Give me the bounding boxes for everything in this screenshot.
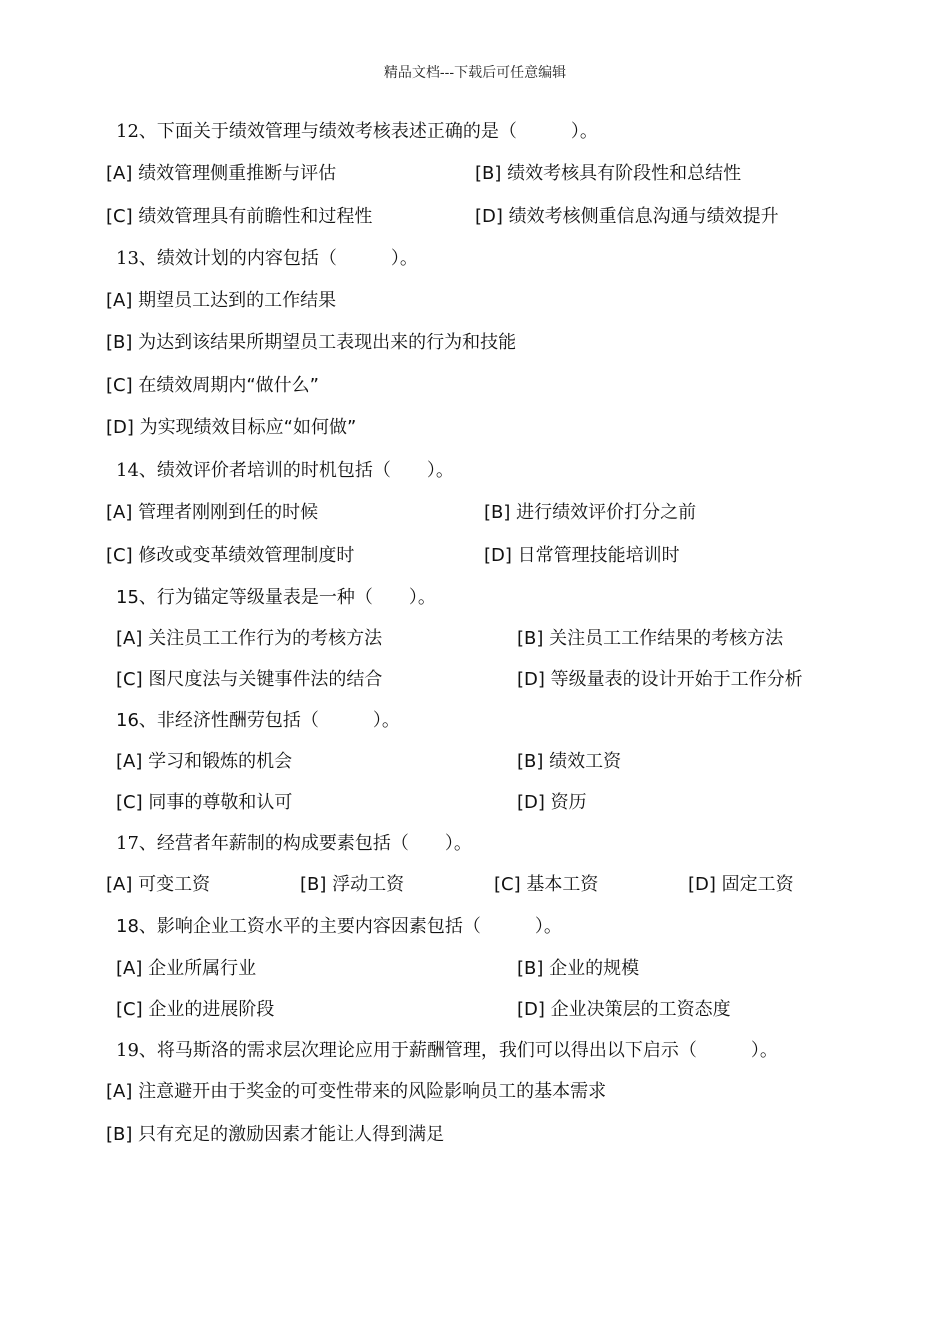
option-14d: [D] 日常管理技能培训时 bbox=[484, 545, 680, 566]
option-17a: [A] 可变工资 bbox=[106, 874, 211, 895]
option-13c: [C] 在绩效周期内“做什么” bbox=[106, 375, 319, 396]
question-text: 绩效评价者培训的时机包括（ ）。 bbox=[156, 460, 454, 481]
question-text: 绩效计划的内容包括（ ）。 bbox=[156, 248, 418, 269]
question-13 bbox=[116, 248, 418, 270]
question-number: 12、 bbox=[116, 121, 157, 142]
question-text: 影响企业工资水平的主要内容因素包括（ ）。 bbox=[156, 916, 562, 937]
question-text: 下面关于绩效管理与绩效考核表述正确的是（ ）。 bbox=[156, 121, 598, 142]
option-18b: [B] 企业的规模 bbox=[517, 958, 640, 979]
option-19a: [A] 注意避开由于奖金的可变性带来的风险影响员工的基本需求 bbox=[106, 1081, 607, 1102]
option-16b: [B] 绩效工资 bbox=[517, 751, 622, 772]
question-number: 17、 bbox=[116, 833, 157, 854]
question-text: 非经济性酬劳包括（ ）。 bbox=[156, 710, 400, 731]
option-12c: [C] 绩效管理具有前瞻性和过程性 bbox=[106, 206, 373, 227]
option-15b: [B] 关注员工工作结果的考核方法 bbox=[517, 628, 784, 649]
option-14a: [A] 管理者刚刚到任的时候 bbox=[106, 502, 319, 523]
option-18d: [D] 企业决策层的工资态度 bbox=[517, 999, 731, 1020]
option-16c: [C] 同事的尊敬和认可 bbox=[116, 792, 293, 813]
option-12a: [A] 绩效管理侧重推断与评估 bbox=[106, 163, 337, 184]
option-16a: [A] 学习和锻炼的机会 bbox=[116, 751, 293, 772]
question-number: 19、 bbox=[116, 1040, 157, 1061]
page-header: 精品文档---下载后可任意编辑 bbox=[383, 65, 567, 81]
question-number: 14、 bbox=[116, 460, 157, 481]
question-17 bbox=[116, 833, 472, 855]
question-text: 行为锚定等级量表是一种（ ）。 bbox=[156, 587, 436, 608]
option-17d: [D] 固定工资 bbox=[688, 874, 794, 895]
option-12b: [B] 绩效考核具有阶段性和总结性 bbox=[475, 163, 742, 184]
option-13a: [A] 期望员工达到的工作结果 bbox=[106, 290, 337, 311]
option-15a: [A] 关注员工工作行为的考核方法 bbox=[116, 628, 383, 649]
question-16 bbox=[116, 710, 400, 732]
option-18c: [C] 企业的进展阶段 bbox=[116, 999, 275, 1020]
option-16d: [D] 资历 bbox=[517, 792, 587, 813]
question-15 bbox=[116, 587, 436, 609]
option-13b: [B] 为达到该结果所期望员工表现出来的行为和技能 bbox=[106, 332, 517, 353]
option-15c: [C] 图尺度法与关键事件法的结合 bbox=[116, 669, 383, 690]
question-number: 18、 bbox=[116, 916, 157, 937]
question-number: 16、 bbox=[116, 710, 157, 731]
option-17c: [C] 基本工资 bbox=[494, 874, 599, 895]
question-14 bbox=[116, 460, 454, 482]
option-15d: [D] 等级量表的设计开始于工作分析 bbox=[517, 669, 803, 690]
question-18 bbox=[116, 916, 562, 938]
option-14b: [B] 进行绩效评价打分之前 bbox=[484, 502, 697, 523]
option-13d: [D] 为实现绩效目标应“如何做” bbox=[106, 417, 357, 438]
option-17b: [B] 浮动工资 bbox=[300, 874, 405, 895]
question-19 bbox=[116, 1040, 778, 1062]
option-12d: [D] 绩效考核侧重信息沟通与绩效提升 bbox=[475, 206, 779, 227]
question-text: 将马斯洛的需求层次理论应用于薪酬管理，我们可以得出以下启示（ ）。 bbox=[156, 1040, 778, 1061]
question-number: 15、 bbox=[116, 587, 157, 608]
question-text: 经营者年薪制的构成要素包括（ ）。 bbox=[156, 833, 472, 854]
option-14c: [C] 修改或变革绩效管理制度时 bbox=[106, 545, 355, 566]
option-19b: [B] 只有充足的激励因素才能让人得到满足 bbox=[106, 1124, 445, 1145]
question-12 bbox=[116, 121, 598, 143]
option-18a: [A] 企业所属行业 bbox=[116, 958, 257, 979]
question-number: 13、 bbox=[116, 248, 157, 269]
